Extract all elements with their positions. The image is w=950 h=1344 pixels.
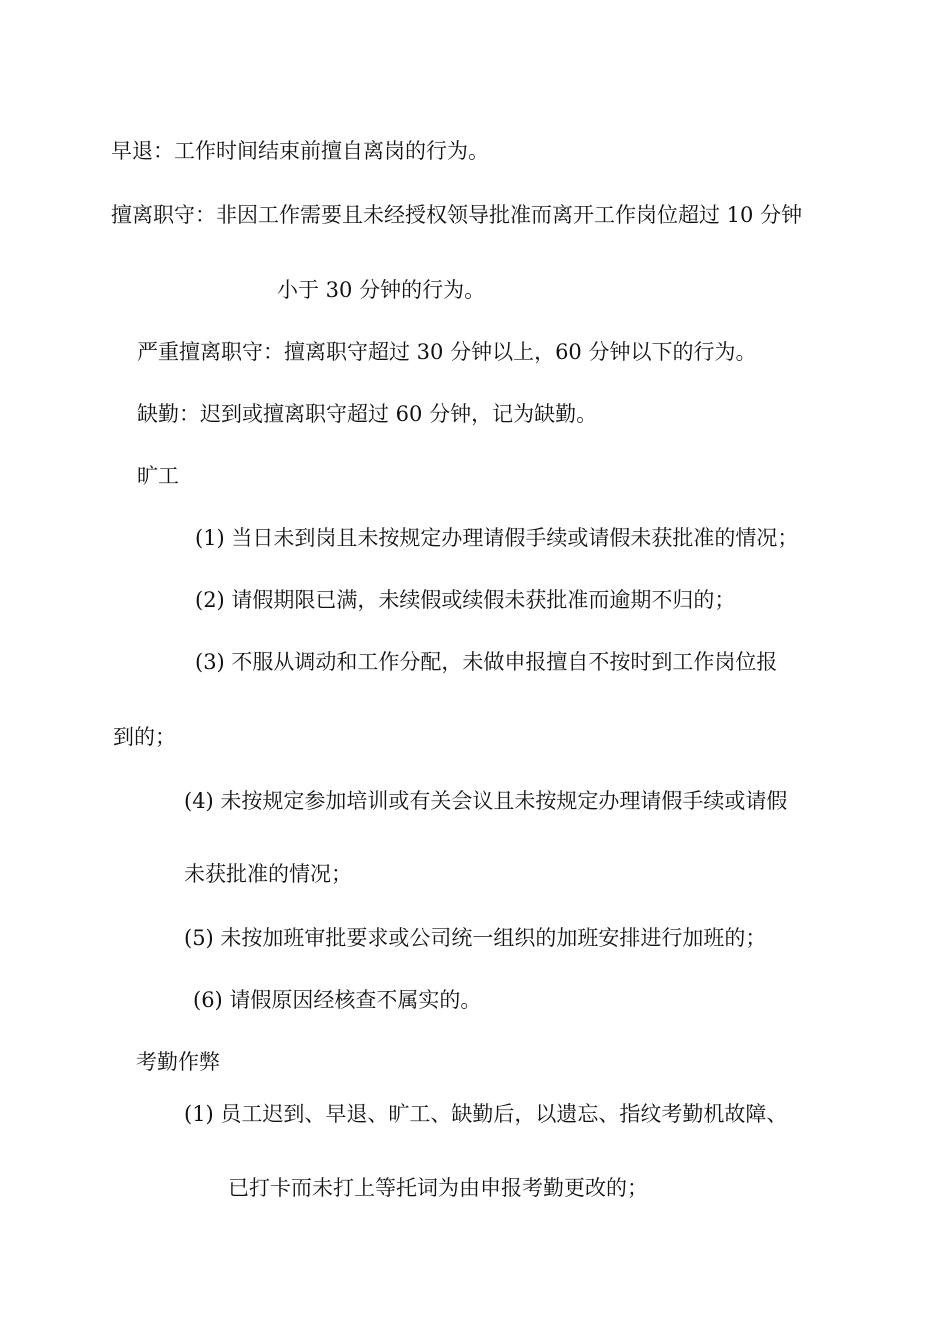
list-item-absenteeism-5: (5) 未按加班审批要求或公司统一组织的加班安排进行加班的；: [184, 926, 767, 950]
list-item-absenteeism-2: (2) 请假期限已满，未续假或续假未获批准而逾期不归的；: [195, 588, 736, 612]
list-item-absenteeism-4: (4) 未按规定参加培训或有关会议且未按规定办理请假手续或请假: [184, 789, 788, 813]
heading-absenteeism: 旷工: [137, 464, 179, 488]
heading-attendance-fraud: 考勤作弊: [136, 1050, 220, 1074]
list-item-fraud-1: (1) 员工迟到、早退、旷工、缺勤后，以遗忘、指纹考勤机故障、: [184, 1102, 788, 1126]
list-item-absenteeism-3-cont: 到的；: [113, 725, 176, 749]
text-early-leave: 早退：工作时间结束前擅自离岗的行为。: [111, 139, 489, 163]
list-item-absenteeism-3: (3) 不服从调动和工作分配，未做申报擅自不按时到工作岗位报: [195, 650, 778, 674]
text-absence: 缺勤：迟到或擅离职守超过 60 分钟，记为缺勤。: [137, 402, 598, 426]
text-leaving-post: 擅离职守：非因工作需要且未经授权领导批准而离开工作岗位超过 10 分钟: [111, 203, 803, 227]
list-item-absenteeism-4-cont: 未获批准的情况；: [184, 862, 352, 886]
list-item-absenteeism-1: (1) 当日未到岗且未按规定办理请假手续或请假未获批准的情况；: [195, 526, 799, 550]
list-item-absenteeism-6: (6) 请假原因经核查不属实的。: [193, 988, 482, 1012]
text-serious-leaving-post: 严重擅离职守：擅离职守超过 30 分钟以上，60 分钟以下的行为。: [137, 340, 757, 364]
text-leaving-post-cont: 小于 30 分钟的行为。: [277, 278, 486, 302]
list-item-fraud-1-cont: 已打卡而未打上等托词为由申报考勤更改的；: [228, 1176, 648, 1200]
